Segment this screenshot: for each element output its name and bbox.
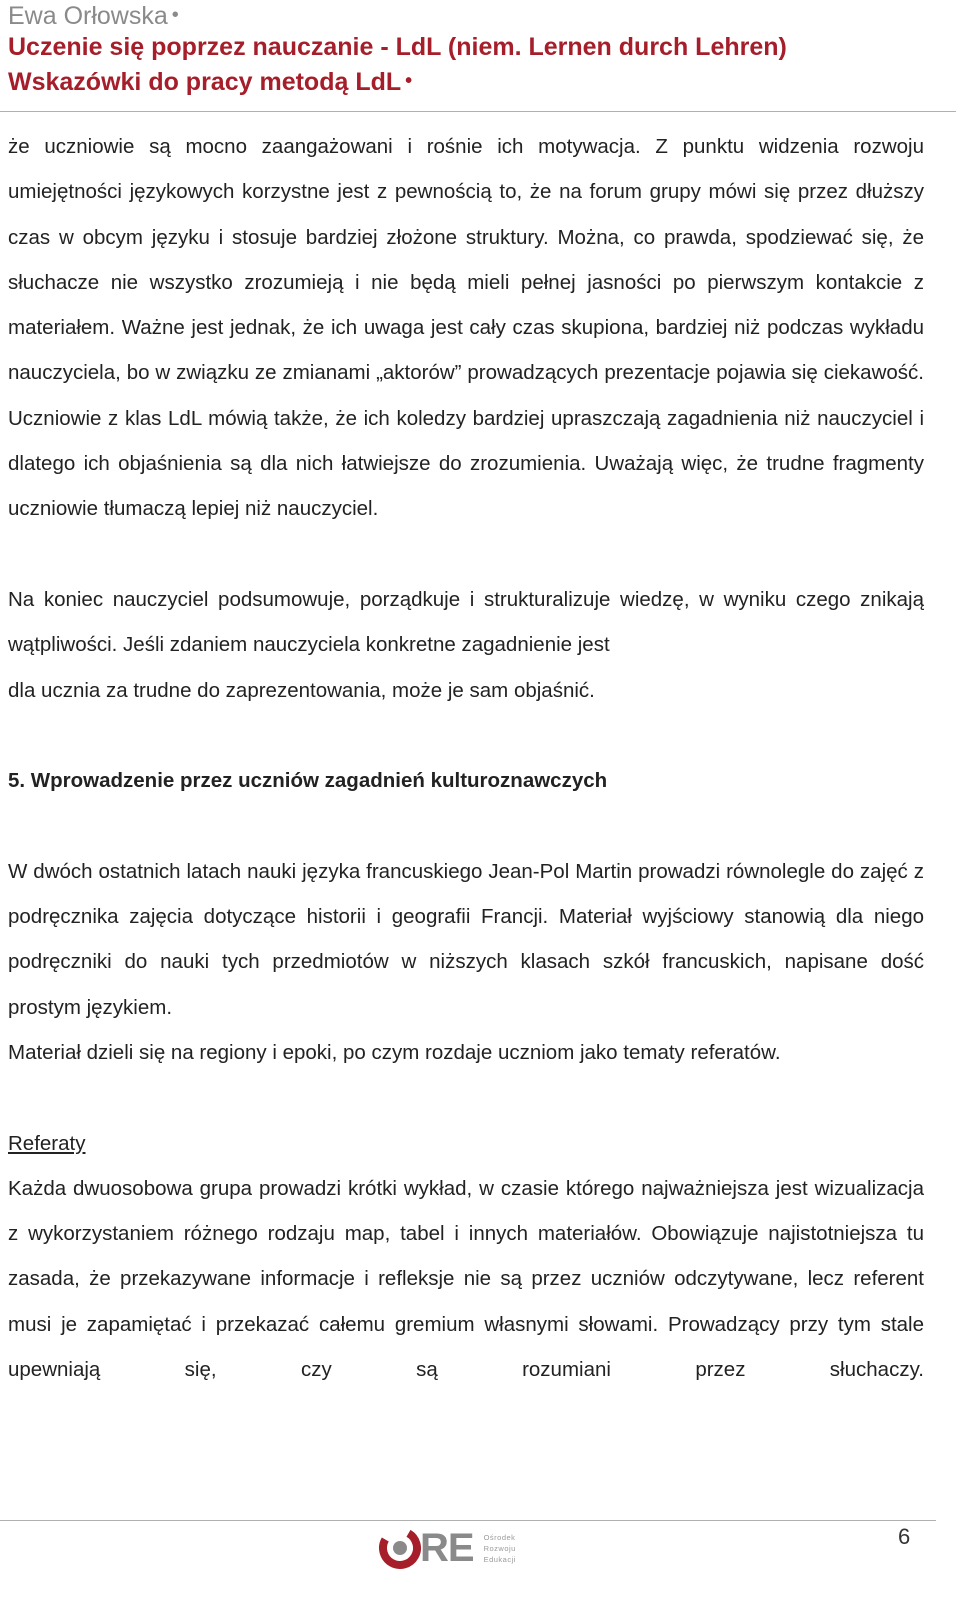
page-header (8, 0, 954, 99)
author-name: Ewa Orłowska • (8, 2, 179, 30)
bullet-icon: • (171, 4, 179, 26)
logo-text: RE (420, 1526, 474, 1570)
paragraph: Materiał dzieli się na regiony i epoki, po czym rozdaje uczniom jako tematy referatów. (8, 1040, 781, 1064)
subheading: Referaty (8, 1131, 86, 1155)
document-title: Uczenie się poprzez nauczanie - LdL (niem. Lernen durch Lehren) (8, 33, 787, 61)
paragraph: W dwóch ostatnich latach nauki języka francuskiego Jean-Pol Martin prowadzi równolegle do zajęć z podręcznika zajęcia dotyczące historii i geografii Francji. Materiał wyjściowy stanowią dla niego podręczniki do nauki tych przedmiotów w niższych klasach szkół francuskich, napisane dość prostym językiem. (8, 859, 924, 1019)
paragraph: dla ucznia za trudne do zaprezentowania, może je sam objaśnić. (8, 678, 595, 702)
paragraph: Na koniec nauczyciel podsumowuje, porządkuje i strukturalizuje wiedzę, w wyniku czego znikają wątpliwości. Jeśli zdaniem nauczyciela konkretne zagadnienie jest (8, 587, 924, 657)
page-number: 6 (898, 1524, 911, 1549)
paragraph: Każda dwuosobowa grupa prowadzi krótki wykład, w czasie którego najważniejsza jest wizualizacja z wykorzystaniem różnego rodzaju map, tabel i innych materiałów. Obowiązuje najistotniejsza tu zasada, że przekazywane informacje i refleksje nie są przez uczniów odczytywane, lecz referent musi je zapamiętać i przekazać całemu gremium własnymi słowami. Prowadzący przy tym stale upewniają się, czy są rozumiani przez słuchaczy. (8, 1176, 924, 1382)
ore-logo (378, 1526, 516, 1570)
document-body (8, 124, 924, 1392)
bullet-icon: • (405, 70, 413, 92)
document-subtitle: Wskazówki do pracy metodą LdL • (8, 68, 413, 96)
paragraph: że uczniowie są mocno zaangażowani i rośnie ich motywacja. Z punktu widzenia rozwoju umiejętności językowych korzystne jest z pewnością to, że na forum grupy mówi się przez dłuższy czas w obcym języku i stosuje bardziej złożone struktury. Można, co prawda, spodziewać się, że słuchacze nie wszystko zrozumieją i nie będą mieli pełnej jasności po pierwszym kontakcie z materiałem. Ważne jest jednak, że ich uwaga jest cały czas skupiona, bardziej niż podczas wykładu nauczyciela, bo w związku ze zmianami „aktorów” prowadzących prezentacje pojawia się ciekawość. Uczniowie z klas LdL mówią także, że ich koledzy bardziej upraszczają zagadnienia niż nauczyciel i dlatego ich objaśnienia są dla nich łatwiejsze do zrozumienia. Uważają więc, że trudne fragmenty uczniowie tłumaczą lepiej niż nauczyciel. (8, 135, 924, 521)
footer-divider (0, 1520, 936, 1521)
ore-logo-icon (378, 1526, 422, 1570)
header-divider (0, 111, 956, 112)
section-heading: 5. Wprowadzenie przez uczniów zagadnień kulturoznawczych (8, 769, 608, 793)
logo-words: Ośrodek Rozwoju Edukacji (483, 1532, 516, 1564)
